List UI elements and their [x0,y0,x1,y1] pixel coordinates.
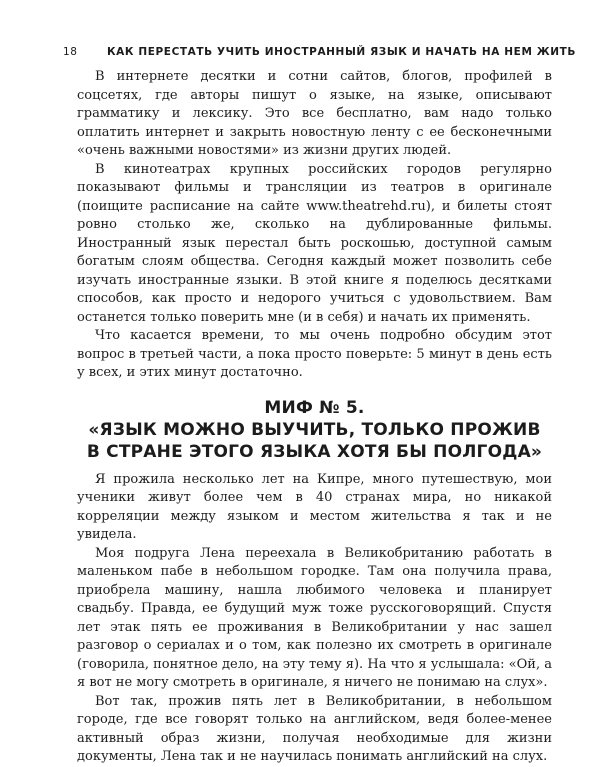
book-title: КАК ПЕРЕСТАТЬ УЧИТЬ ИНОСТРАННЫЙ ЯЗЫК И НАЧАТЬ НА НЕМ ЖИТЬ [107,46,576,58]
running-header [63,44,576,60]
paragraph: В кинотеатрах крупных российских городов регулярно показывают фильмы и трансляции из театров в оригинале (поищите расписание на сайте www.theatrehd.ru), и билеты стоят ровно столько же, сколько на дублированные фильмы. Иностранный язык перестал быть роскошью, доступной самым богатым слоям общества. Сегодня каждый может позволить себе изучать иностранные языки. В этой книге я поделюсь десятками способов, как просто и недорого учиться с удовольствием. Вам останется только поверить мне (и в себя) и начать их применять. [77,161,552,325]
paragraph: Вот так, прожив пять лет в Великобритании, в небольшом городе, где все говорят только на английском, ведя более-менее активный образ жизни, получая необходимые для жизни документы, Лена так и не научилась понимать английский на слух. [77,693,552,764]
section-heading [77,397,552,463]
paragraph: Моя подруга Лена переехала в Великобританию работать в маленьком пабе в небольшом городке. Там она получила права, приобрела машину, нашла любимого человека и планирует свадьбу. Правда, ее будущий муж тоже русскоговорящий. Спустя лет этак пять ее проживания в Великобритании у нас зашел разговор о сериалах и о том, как полезно их смотреть в оригинале (говорила, понятное дело, на эту тему я). На что я услышала: «Ой, а я вот не могу смотреть в оригинале, я ничего не понимаю на слух». [77,545,552,690]
myth-title-line-2: В СТРАНЕ ЭТОГО ЯЗЫКА ХОТЯ БЫ ПОЛГОДА» [86,441,543,462]
page-body [77,68,552,767]
paragraph: Что касается времени, то мы очень подробно обсудим этот вопрос в третьей части, а пока просто поверьте: 5 минут в день есть у всех, и этих минут достаточно. [77,328,552,380]
paragraph: Я прожила несколько лет на Кипре, много путешествую, мои ученики живут более чем в 40 странах мира, но никакой корреляции между языком и местом жительства я так и не увидела. [77,471,552,542]
paragraph: В интернете десятки и сотни сайтов, блогов, профилей в соцсетях, где авторы пишут о языке, на языке, описывают грамматику и лексику. Это все бесплатно, вам надо только оплатить интернет и закрыть новостную ленту с ее бесконечными «очень важными новостями» из жизни других людей. [77,69,552,158]
page-number: 18 [63,46,78,58]
myth-number: МИФ № 5. [264,397,365,418]
myth-title-line-1: «ЯЗЫК МОЖНО ВЫУЧИТЬ, ТОЛЬКО ПРОЖИВ [88,419,541,440]
